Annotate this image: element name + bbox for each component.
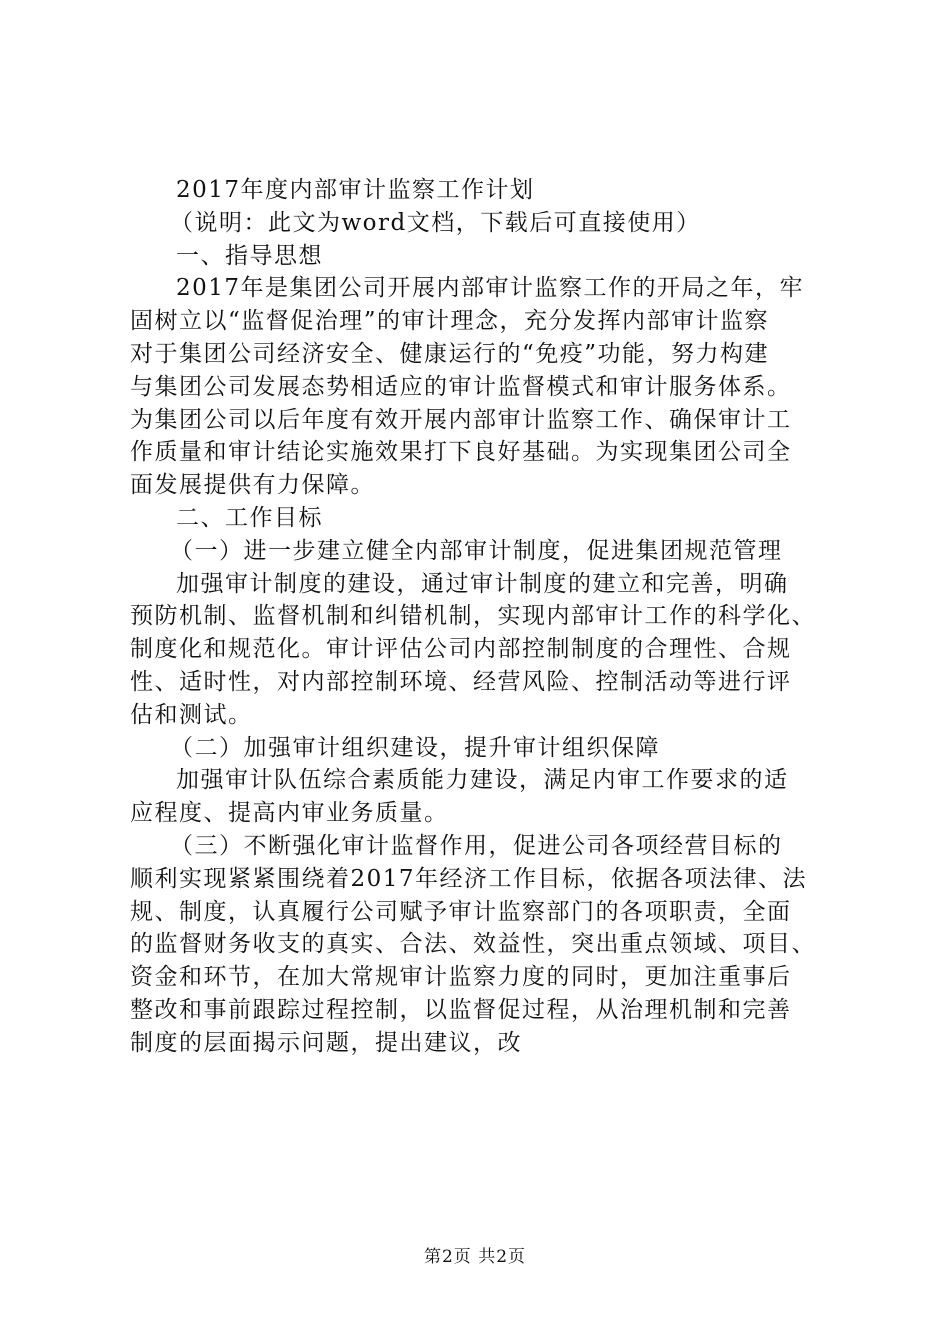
paragraph-line: 制度的层面揭示问题，提出建议，改: [130, 1029, 522, 1056]
paragraph-line: 2017年是集团公司开展内部审计监察工作的开局之年，牢: [176, 275, 805, 302]
paragraph-line: 的监督财务收支的真实、合法、效益性，突出重点领域、项目、: [130, 931, 816, 958]
paragraph-line: 应程度、提高内审业务质量。: [130, 800, 449, 827]
subsection-heading-1: （一）进一步建立健全内部审计制度，促进集团规范管理: [170, 537, 783, 564]
paragraph-line: 面发展提供有力保障。: [130, 472, 375, 499]
paragraph-line: 制度化和规范化。审计评估公司内部控制制度的合理性、合规: [130, 636, 792, 663]
paragraph-line: 顺利实现紧紧围绕着2017年经济工作目标，依据各项法律、法: [130, 865, 808, 892]
subsection-heading-3: （三）不断强化审计监督作用，促进公司各项经营目标的: [170, 832, 783, 859]
section-heading-1: 一、指导思想: [176, 242, 323, 269]
paragraph-line: 估和测试。: [130, 701, 253, 728]
document-note: （说明：此文为word文档，下载后可直接使用）: [170, 209, 701, 236]
paragraph-line: 作质量和审计结论实施效果打下良好基础。为实现集团公司全: [130, 439, 792, 466]
paragraph-line: 对于集团公司经济安全、健康运行的“免疫”功能，努力构建: [130, 340, 770, 367]
paragraph-line: 规、制度，认真履行公司赋予审计监察部门的各项职责，全面: [130, 898, 792, 925]
document-body: [130, 174, 830, 1060]
page-number-footer: 第2页 共2页: [423, 1247, 527, 1267]
paragraph-line: 加强审计队伍综合素质能力建设，满足内审工作要求的适: [176, 767, 789, 794]
paragraph-line: 与集团公司发展态势相适应的审计监督模式和审计服务体系。: [130, 373, 792, 400]
paragraph-line: 整改和事前跟踪过程控制，以监督促过程，从治理机制和完善: [130, 996, 792, 1023]
paragraph-line: 资金和环节，在加大常规审计监察力度的同时，更加注重事后: [130, 964, 792, 991]
document-title: 2017年度内部审计监察工作计划: [176, 177, 535, 203]
paragraph-line: 加强审计制度的建设，通过审计制度的建立和完善，明确: [176, 570, 789, 597]
paragraph-line: 固树立以“监督促治理”的审计理念，充分发挥内部审计监察: [130, 308, 770, 335]
subsection-heading-2: （二）加强审计组织建设，提升审计组织保障: [170, 734, 660, 761]
paragraph-line: 预防机制、监督机制和纠错机制，实现内部审计工作的科学化、: [130, 603, 816, 630]
paragraph-line: 性、适时性，对内部控制环境、经营风险、控制活动等进行评: [130, 668, 792, 695]
section-heading-2: 二、工作目标: [176, 504, 323, 531]
paragraph-line: 为集团公司以后年度有效开展内部审计监察工作、确保审计工: [130, 406, 792, 433]
